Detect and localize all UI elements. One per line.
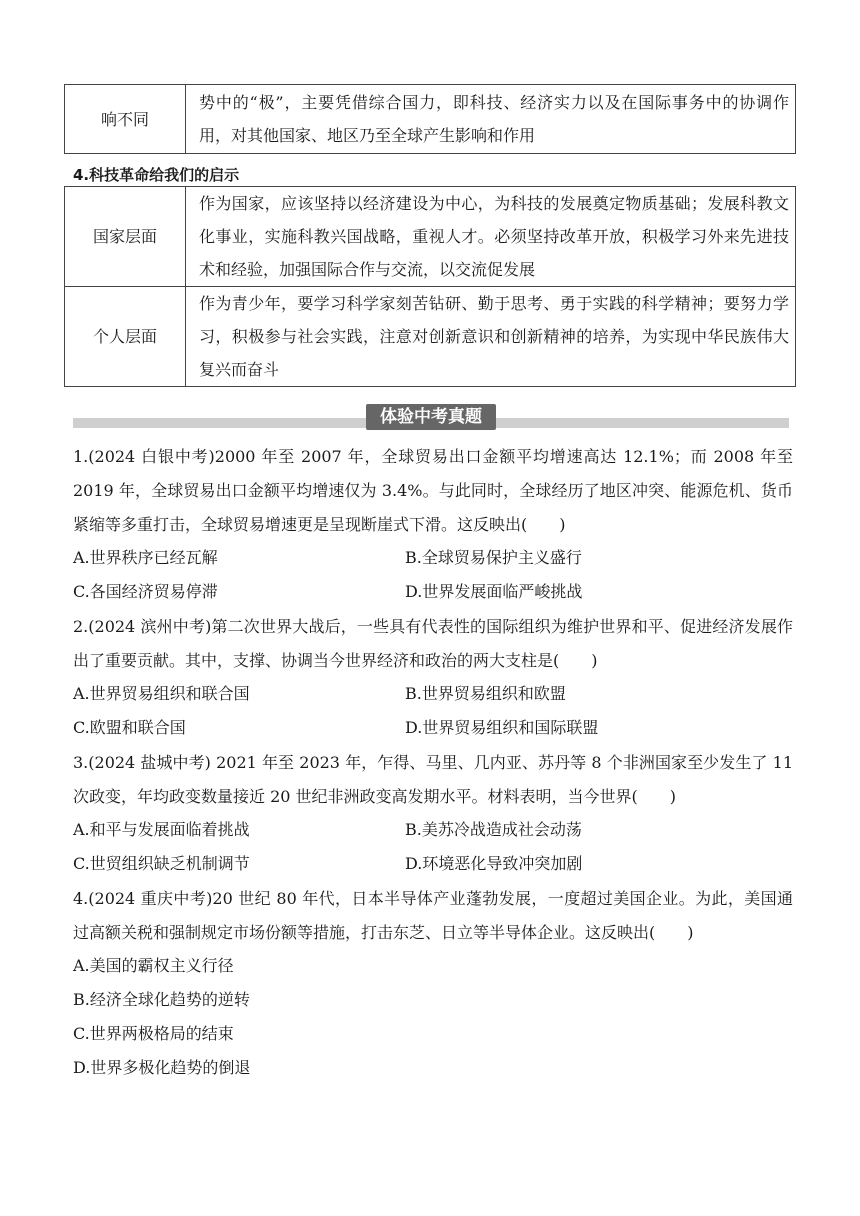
option: D.世界贸易组织和国际联盟 — [405, 718, 599, 737]
top-table — [64, 84, 796, 154]
section-title: 4.科技革命给我们的启示 — [73, 166, 240, 184]
option: D.环境恶化导致冲突加剧 — [405, 854, 583, 873]
table-row — [65, 287, 796, 387]
inspiration-table — [64, 186, 796, 387]
option: A.世界贸易组织和联合国 — [73, 684, 250, 703]
table-row — [65, 85, 796, 154]
option: C.各国经济贸易停滞 — [73, 582, 218, 601]
option: B.全球贸易保护主义盛行 — [405, 548, 582, 567]
row-text: 作为国家，应该坚持以经济建设为中心，为科技的发展奠定物质基础；发展科教文化事业，实施科教兴国战略，重视人才。必须坚持改革开放，积极学习外来先进技术和经验，加强国际合作与交流，以交流促发展 — [186, 187, 796, 287]
question-stem: 3.(2024 盐城中考) 2021 年至 2023 年，乍得、马里、几内亚、苏丹等 8 个非洲国家至少发生了 11 次政变，年均政变数量接近 20 世纪非洲政变高发期水平。材料表明，当今世界( ) — [73, 753, 793, 806]
row-label: 响不同 — [65, 85, 186, 154]
banner-title: 体验中考真题 — [366, 404, 496, 430]
option: C.世界两极格局的结束 — [73, 1024, 234, 1043]
row-label: 个人层面 — [65, 287, 186, 387]
option: B.经济全球化趋势的逆转 — [73, 990, 250, 1009]
question-stem: 4.(2024 重庆中考)20 世纪 80 年代，日本半导体产业蓬勃发展，一度超过美国企业。为此，美国通过高额关税和强制规定市场份额等措施，打击东芝、日立等半导体企业。这反映出( ) — [73, 889, 793, 942]
row-text: 作为青少年，要学习科学家刻苦钻研、勤于思考、勇于实践的科学精神；要努力学习，积极参与社会实践，注意对创新意识和创新精神的培养，为实现中华民族伟大复兴而奋斗 — [186, 287, 796, 387]
option: B.美苏冷战造成社会动荡 — [405, 820, 582, 839]
question-stem: 1.(2024 白银中考)2000 年至 2007 年，全球贸易出口金额平均增速高达 12.1%；而 2008 年至 2019 年，全球贸易出口金额平均增速仅为 3.4%。与此同时，全球经历了地区冲突、能源危机、货币紧缩等多重打击，全球贸易增速更是呈现断崖式下滑。这反映出( ) — [73, 447, 793, 534]
option: A.美国的霸权主义行径 — [73, 956, 234, 975]
option: B.世界贸易组织和欧盟 — [405, 684, 566, 703]
question-stem: 2.(2024 滨州中考)第二次世界大战后，一些具有代表性的国际组织为维护世界和平、促进经济发展作出了重要贡献。其中，支撑、协调当今世界经济和政治的两大支柱是( ) — [73, 617, 793, 670]
row-label: 国家层面 — [65, 187, 186, 287]
option: A.和平与发展面临着挑战 — [73, 820, 250, 839]
row-text: 势中的“极”，主要凭借综合国力，即科技、经济实力以及在国际事务中的协调作用，对其他国家、地区乃至全球产生影响和作用 — [186, 85, 796, 154]
option: C.世贸组织缺乏机制调节 — [73, 854, 250, 873]
option: D.世界多极化趋势的倒退 — [73, 1058, 251, 1077]
option: A.世界秩序已经瓦解 — [73, 548, 218, 567]
option: D.世界发展面临严峻挑战 — [405, 582, 583, 601]
option: C.欧盟和联合国 — [73, 718, 186, 737]
table-row — [65, 187, 796, 287]
